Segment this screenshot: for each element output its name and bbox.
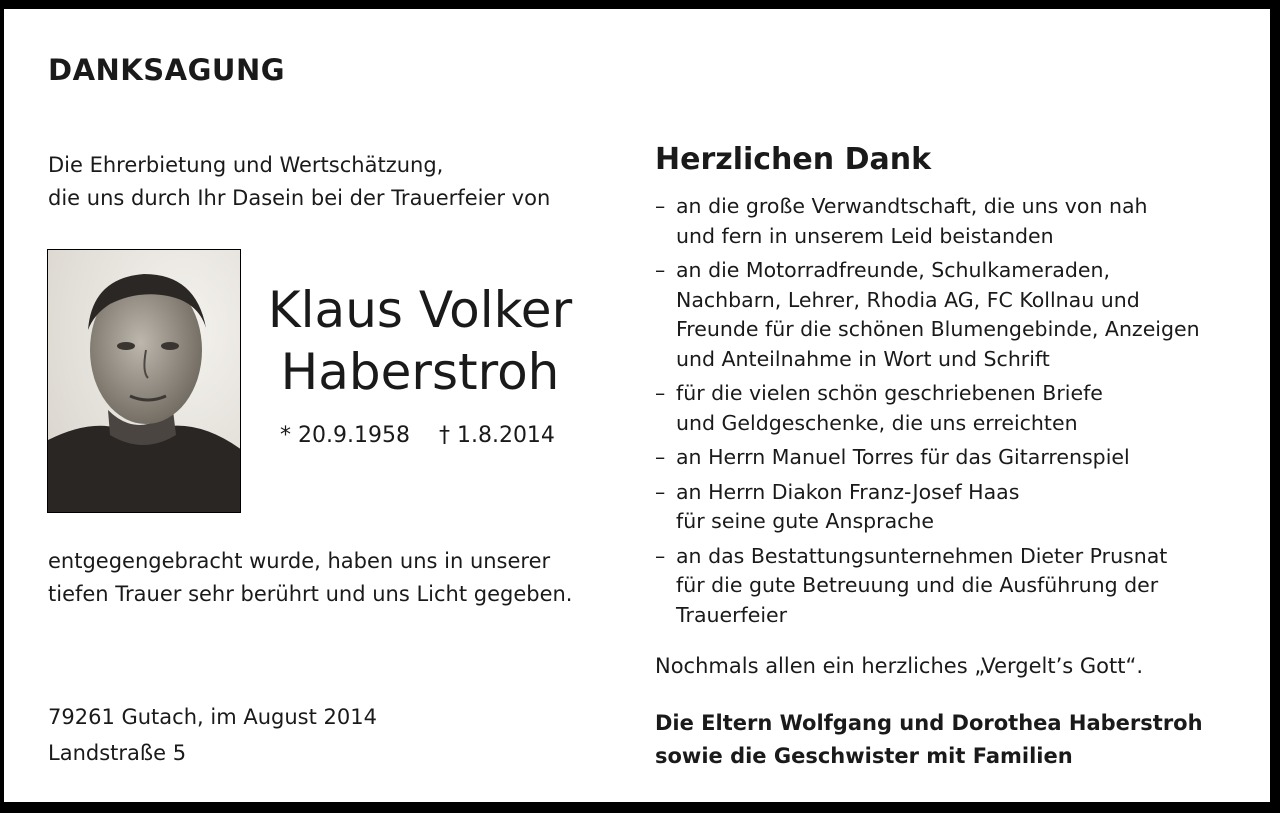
closing-text bbox=[48, 545, 573, 611]
notice-heading: DANKSAGUNG bbox=[48, 53, 286, 87]
life-dates bbox=[280, 423, 577, 448]
death-date: † 1.8.2014 bbox=[438, 423, 555, 448]
vergelts-gott-line: Nochmals allen ein herzliches „Vergelt’s Gott“. bbox=[655, 654, 1144, 678]
list-item-line: für seine gute Ansprache bbox=[676, 509, 935, 533]
intro-text bbox=[48, 149, 550, 215]
place-date-line: 79261 Gutach, im August 2014 bbox=[48, 705, 377, 729]
thanks-list bbox=[655, 192, 1200, 635]
list-item-line: Trauerfeier bbox=[676, 602, 788, 627]
list-item-line: – an das Bestattungsunternehmen Dieter Prusnat bbox=[676, 543, 1168, 568]
thanks-heading: Herzlichen Dank bbox=[655, 142, 932, 177]
list-item bbox=[655, 478, 1200, 537]
list-item-line: und Geldgeschenke, die uns erreichten bbox=[676, 410, 1078, 435]
place-and-address bbox=[48, 699, 377, 771]
list-item bbox=[655, 542, 1200, 631]
intro-line: Die Ehrerbietung und Wertschätzung, bbox=[48, 153, 444, 177]
list-item bbox=[655, 256, 1200, 374]
intro-line: die uns durch Ihr Dasein bei der Trauerfeier von bbox=[48, 186, 551, 210]
list-item-line: für die gute Betreuung und die Ausführung der bbox=[676, 573, 1159, 597]
list-item-line: und fern in unserem Leid beistanden bbox=[676, 223, 1054, 248]
list-item bbox=[655, 192, 1200, 251]
list-item-line: Freunde für die schönen Blumengebinde, Anzeigen bbox=[676, 317, 1200, 341]
list-item-line: – für die vielen schön geschriebenen Briefe bbox=[676, 381, 1103, 405]
birth-date: * 20.9.1958 bbox=[280, 423, 410, 448]
list-item-line: – an Herrn Manuel Torres für das Gitarrenspiel bbox=[676, 445, 1130, 469]
list-item-line: – an die große Verwandtschaft, die uns von nah bbox=[676, 194, 1148, 218]
list-item-line: – an Herrn Diakon Franz-Josef Haas bbox=[676, 479, 1020, 504]
deceased-name bbox=[254, 279, 586, 403]
closing-line: entgegengebracht wurde, haben uns in unserer bbox=[48, 549, 551, 573]
list-item bbox=[655, 379, 1200, 438]
address-line: Landstraße 5 bbox=[48, 741, 187, 765]
closing-line: tiefen Trauer sehr berührt und uns Licht gegeben. bbox=[48, 582, 573, 606]
list-item-line: Nachbarn, Lehrer, Rhodia AG, FC Kollnau und bbox=[676, 287, 1140, 312]
portrait-image bbox=[48, 250, 241, 513]
list-item bbox=[655, 443, 1200, 473]
signature bbox=[655, 707, 1203, 773]
name-line-2: Haberstroh bbox=[280, 343, 560, 401]
list-item-line: und Anteilnahme in Wort und Schrift bbox=[676, 346, 1050, 371]
signature-line: Die Eltern Wolfgang und Dorothea Haberstroh bbox=[655, 711, 1203, 735]
signature-line: sowie die Geschwister mit Familien bbox=[655, 744, 1073, 768]
list-item-line: – an die Motorradfreunde, Schulkameraden, bbox=[676, 258, 1110, 282]
name-line-1: Klaus Volker bbox=[267, 281, 573, 339]
portrait-photo bbox=[47, 249, 241, 513]
